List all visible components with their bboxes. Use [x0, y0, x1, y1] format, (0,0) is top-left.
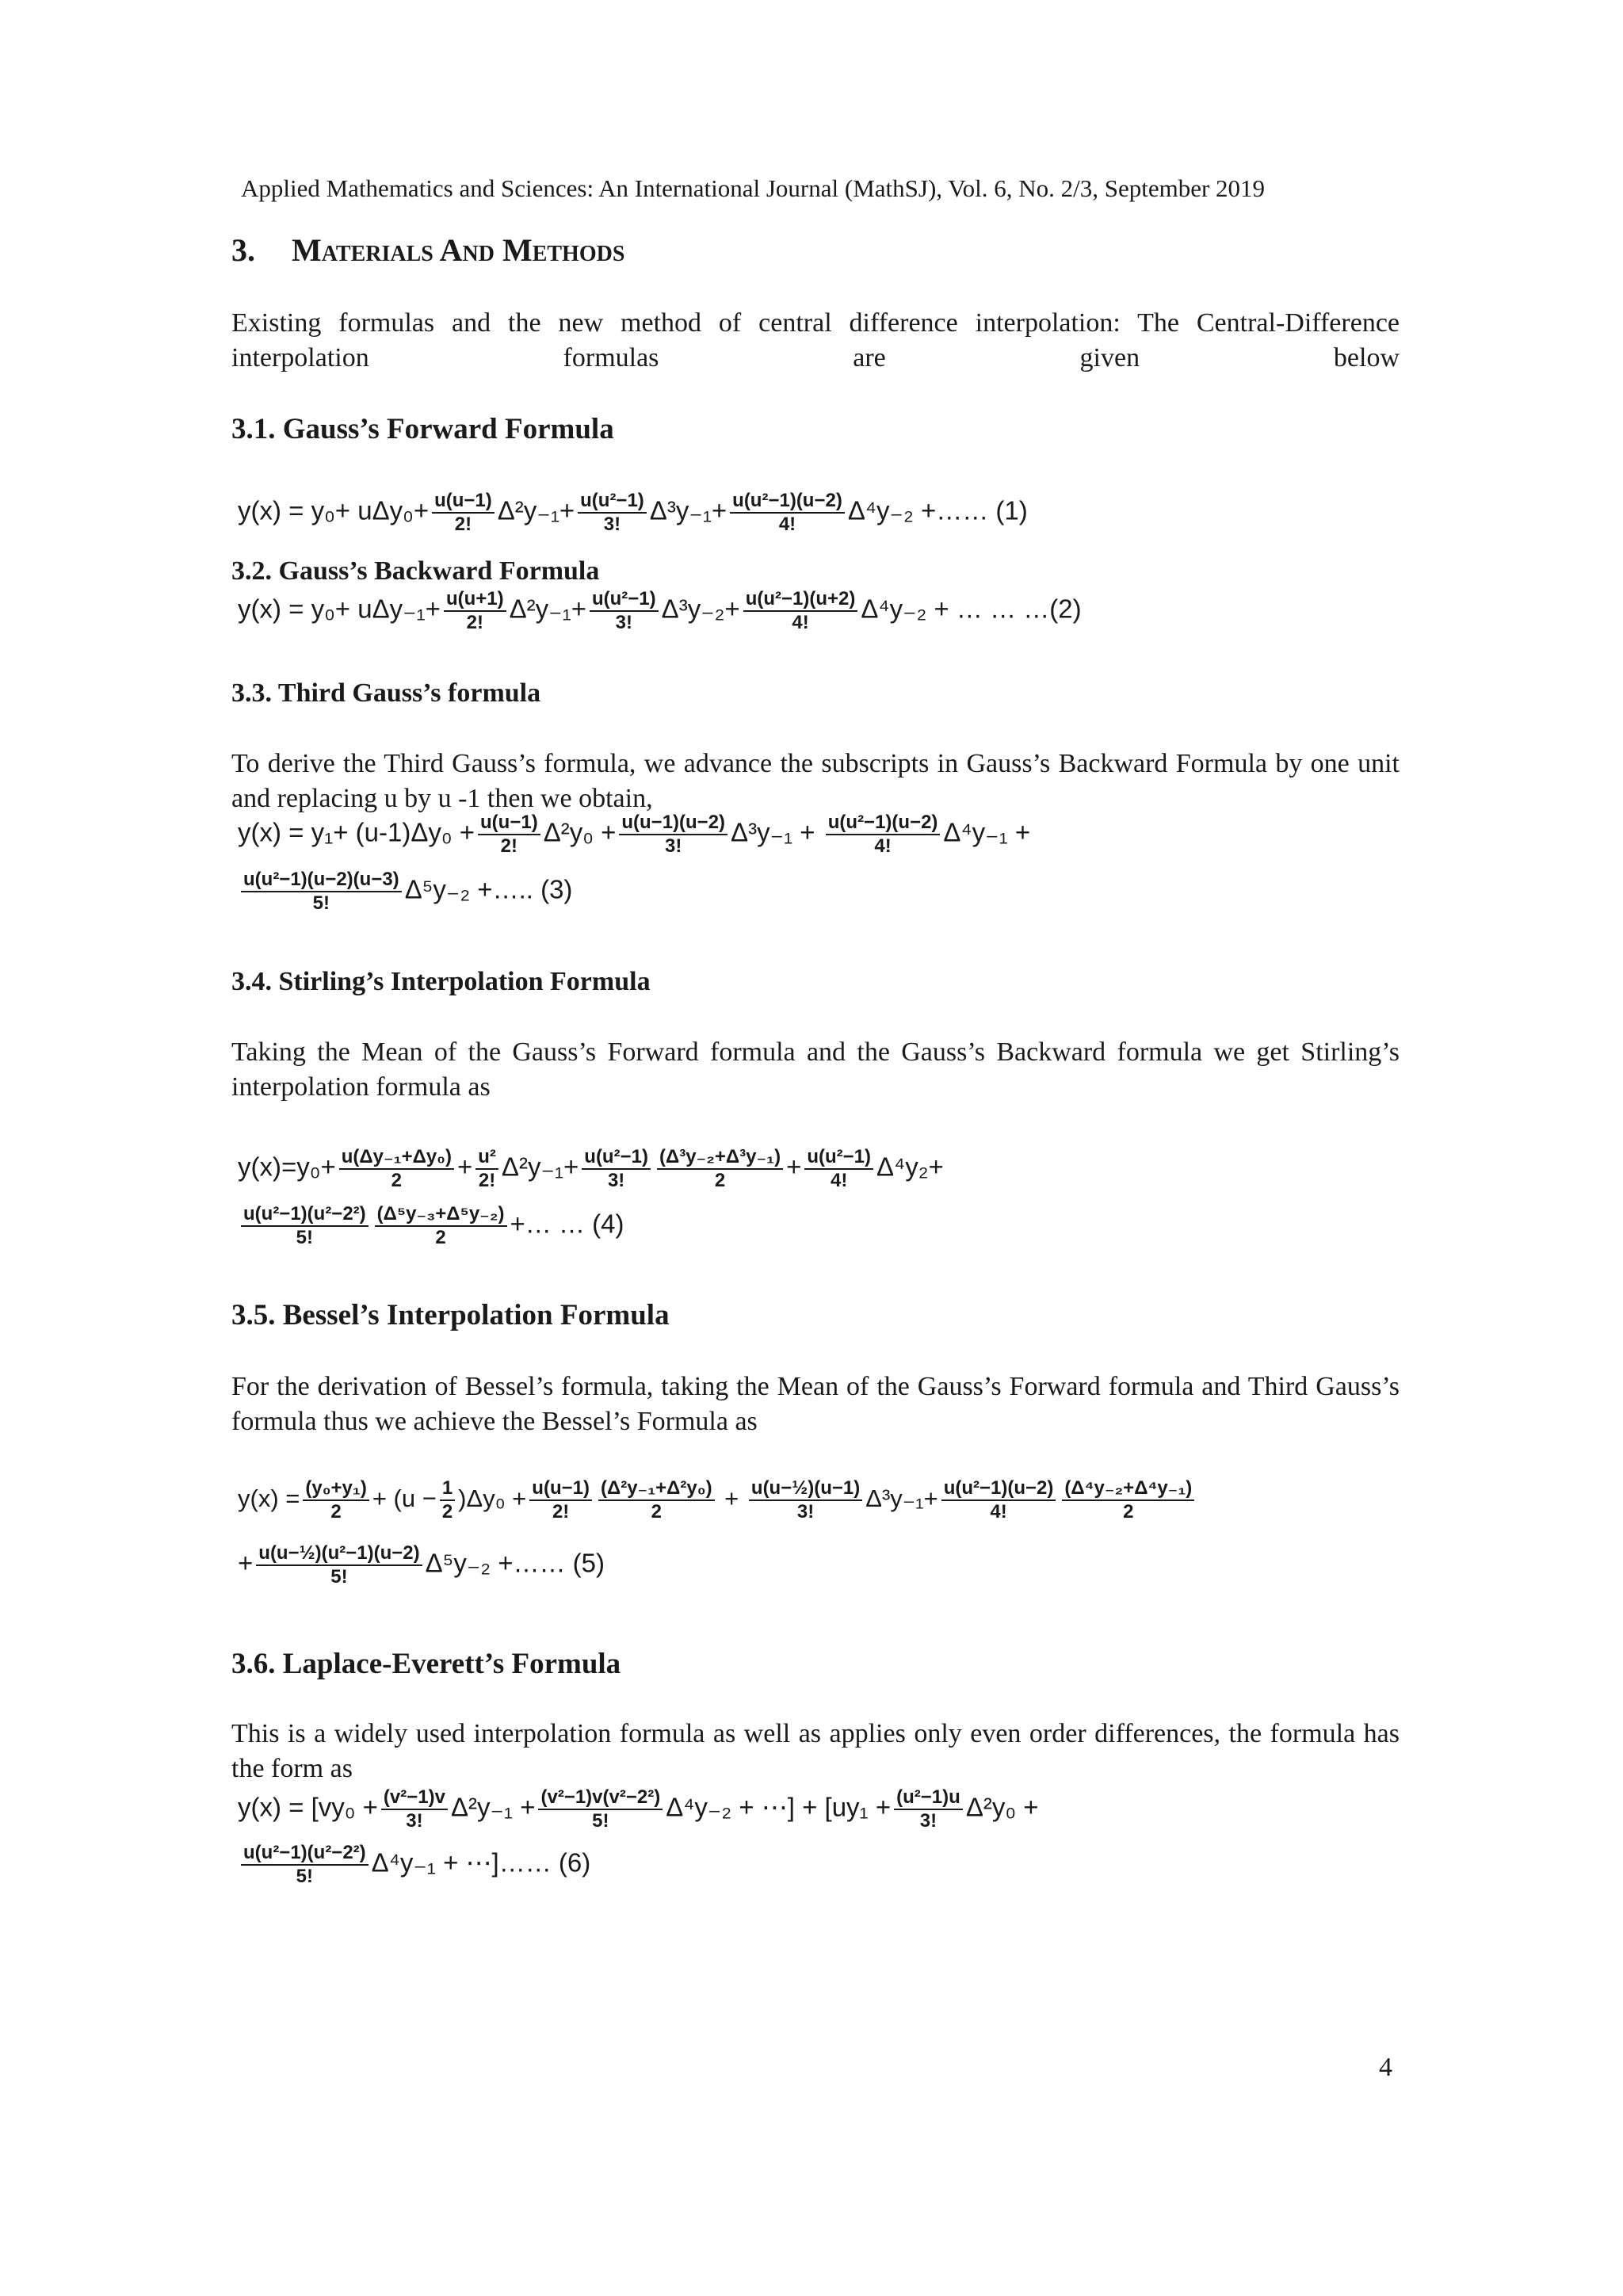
equation-1: y(x) = y₀+ uΔy₀+ $\frac{u(u-1)}{2!}$ Δ²y₋₁+ $\frac{\text{u(u²−1)}}{3!}$ Δ³y₋₁+ $\frac{\text{u(u²−1)(u−2)}}{4!}$ Δ⁴y₋₂ +…… (1) — [238, 490, 1028, 535]
subsection-3-5-title: 3.5. Bessel’s Interpolation Formula — [231, 1299, 670, 1331]
equation-6-line-1: y(x) = [vy₀ + $\frac{\text{(v²−1)v}}{3!}$ Δ²y₋₁ + $\frac{\text{(v²−1)v(v²−2²)}}{5!}$ Δ⁴y₋₂ + ⋯] + [uy₁ + $\frac{\text{(u²−1)u}}{3!}$ Δ²y₀ + — [238, 1786, 1039, 1832]
equation-5-line-1: y(x) = $\frac{\text{(y₀+y₁)}}{2}$ + (u − $\frac{1}{2}$ )Δy₀ + $\frac{u(u-1)}{2!}$ $\frac{\text{(Δ²y₋₁+Δ²y₀)}}{2}$ + $\frac{\text{u(u−½)(u−1)}}{3!}$ Δ³y₋₁+ $\frac{\text{u(u²−1)(u−2)}}{4!}$ $\frac{\text{(Δ⁴y₋₂+Δ⁴y₋₁)}}{2}$ — [238, 1477, 1197, 1523]
paragraph-3-5: For the derivation of Bessel’s formula, taking the Mean of the Gauss’s Forward formula and Third Gauss’s formula thus we achieve the Bessel’s Formula as — [231, 1372, 1400, 1436]
paragraph-3-3: To derive the Third Gauss’s formula, we advance the subscripts in Gauss’s Backward Formula by one unit and replacing u by u -1 then we obtain, — [231, 749, 1400, 813]
intro-paragraph: Existing formulas and the new method of central difference interpolation: The Central-Difference interpolation formulas are given below — [231, 308, 1400, 372]
paragraph-3-6: This is a widely used interpolation formula as well as applies only even order differences, the formula has the form as — [231, 1719, 1400, 1783]
equation-3-line-1: y(x) = y₁+ (u-1)Δy₀ + $\frac{u(u-1)}{2!}$ Δ²y₀ + $\frac{u(u-1)(u-2)}{3!}$ Δ³y₋₁ + $\frac{\text{u(u²−1)(u−2)}}{4!}$ Δ⁴y₋₁ + — [238, 812, 1031, 857]
equation-4-line-2: $\frac{\text{u(u²−1)(u²−2²)}}{5!}$ $\frac{\text{(Δ⁵y₋₃+Δ⁵y₋₂)}}{2}$ +… … (4) — [238, 1203, 624, 1249]
paragraph-3-4: Taking the Mean of the Gauss’s Forward formula and the Gauss’s Backward formula we get Stirling’s interpolation formula as — [231, 1037, 1400, 1102]
section-heading — [231, 231, 624, 269]
equation-3-line-2: $\frac{\text{u(u²−1)(u−2)(u−3)}}{5!}$ Δ⁵y₋₂ +….. (3) — [238, 869, 572, 915]
section-number: 3. — [231, 232, 255, 268]
equation-2: y(x) = y₀+ uΔy₋₁+ $\frac{u(u+1)}{2!}$ Δ²y₋₁+ $\frac{\text{u(u²−1)}}{3!}$ Δ³y₋₂+ $\frac{\text{u(u²−1)(u+2)}}{4!}$ Δ⁴y₋₂ + … … …(2) — [238, 588, 1082, 633]
subsection-3-6-title: 3.6. Laplace-Everett’s Formula — [231, 1648, 621, 1680]
subsection-3-4-title: 3.4. Stirling’s Interpolation Formula — [231, 967, 651, 996]
equation-4-line-1: y(x)=y₀+ $\frac{\text{u(Δy₋₁+Δy₀)}}{2}$ + $\frac{\text{u²}}{2!}$ Δ²y₋₁+ $\frac{\text{u(u²−1)}}{3!}$ $\frac{\text{(Δ³y₋₂+Δ³y₋₁)}}{2}$ + $\frac{\text{u(u²−1)}}{4!}$ Δ⁴y₂+ — [238, 1146, 944, 1191]
page-number: 4 — [1379, 2053, 1392, 2082]
running-header: Applied Mathematics and Sciences: An International Journal (MathSJ), Vol. 6, No. 2/3, September 2019 — [241, 174, 1266, 202]
equation-5-line-2: + $\frac{\text{u(u−½)(u²−1)(u−2)}}{5!}$ Δ⁵y₋₂ +…… (5) — [238, 1542, 605, 1587]
subsection-3-3-title: 3.3. Third Gauss’s formula — [231, 678, 541, 708]
equation-6-line-2: $\frac{\text{u(u²−1)(u²−2²)}}{5!}$ Δ⁴y₋₁ + ⋯]…… (6) — [238, 1842, 590, 1888]
section-title: Materials And Methods — [292, 232, 625, 268]
subsection-3-1-title: 3.1. Gauss’s Forward Formula — [231, 413, 614, 445]
subsection-3-2-title: 3.2. Gauss’s Backward Formula — [231, 556, 600, 586]
